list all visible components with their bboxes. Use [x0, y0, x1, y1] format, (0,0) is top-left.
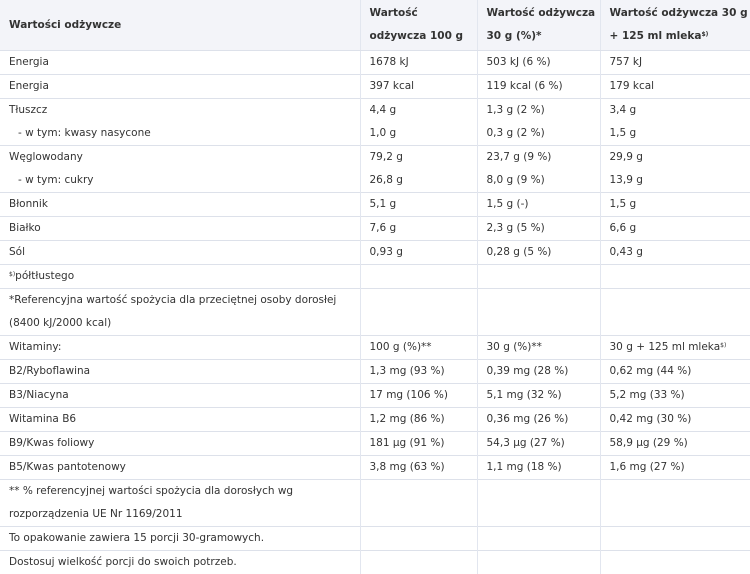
note-row [0, 527, 750, 551]
table-row [0, 122, 750, 146]
value-30g-milk: 58,9 µg (29 %) [600, 432, 750, 456]
row-label: Witamina B6 [0, 408, 360, 432]
value-30g: 54,3 µg (27 %) [477, 432, 600, 456]
value-100g: 5,1 g [360, 193, 477, 217]
table-row [0, 75, 750, 99]
table-row [0, 146, 750, 170]
row-label: B5/Kwas pantotenowy [0, 456, 360, 480]
table-row [0, 384, 750, 408]
table-header-row [0, 0, 750, 51]
row-label: Węglowodany [0, 146, 360, 170]
value-30g: 8,0 g (9 %) [477, 169, 600, 193]
row-label: - w tym: cukry [0, 169, 360, 193]
header-per-30g-milk: Wartość odżywcza 30 g + 125 ml mleka$) [600, 0, 750, 51]
header-per-30g: Wartość odżywcza 30 g (%)* [477, 0, 600, 51]
note-row [0, 265, 750, 289]
value-100g: 1678 kJ [360, 51, 477, 75]
value-30g-milk: 29,9 g [600, 146, 750, 170]
table-row [0, 99, 750, 123]
vitamins-header-100g: 100 g (%)** [360, 336, 477, 360]
table-row [0, 51, 750, 75]
value-100g: 4,4 g [360, 99, 477, 123]
header-per-100g: Wartość odżywcza 100 g [360, 0, 477, 51]
row-label: B9/Kwas foliowy [0, 432, 360, 456]
note-row [0, 289, 750, 336]
value-30g: 503 kJ (6 %) [477, 51, 600, 75]
value-30g-milk: 0,43 g [600, 241, 750, 265]
value-30g: 0,39 mg (28 %) [477, 360, 600, 384]
table-row [0, 456, 750, 480]
value-30g: 119 kcal (6 %) [477, 75, 600, 99]
value-30g-milk: 1,5 g [600, 122, 750, 146]
value-30g: 1,3 g (2 %) [477, 99, 600, 123]
value-30g: 5,1 mg (32 %) [477, 384, 600, 408]
row-label: B2/Ryboflawina [0, 360, 360, 384]
row-label: Tłuszcz [0, 99, 360, 123]
row-label: Białko [0, 217, 360, 241]
row-label: Energia [0, 75, 360, 99]
portion-size-note: Dostosuj wielkość porcji do swoich potrzeb. [0, 551, 360, 574]
semi-skimmed-note: $)półtłustego [0, 265, 360, 289]
reference-values-note: ** % referencyjnej wartości spożycia dla dorosłych wg rozporządzenia UE Nr 1169/2011 [0, 480, 360, 527]
row-label: Błonnik [0, 193, 360, 217]
row-label: - w tym: kwasy nasycone [0, 122, 360, 146]
value-30g-milk: 1,5 g [600, 193, 750, 217]
value-100g: 1,0 g [360, 122, 477, 146]
value-30g: 1,1 mg (18 %) [477, 456, 600, 480]
value-100g: 1,2 mg (86 %) [360, 408, 477, 432]
value-100g: 17 mg (106 %) [360, 384, 477, 408]
value-30g-milk: 3,4 g [600, 99, 750, 123]
value-30g-milk: 5,2 mg (33 %) [600, 384, 750, 408]
row-label: Energia [0, 51, 360, 75]
row-label: Sól [0, 241, 360, 265]
table-row [0, 217, 750, 241]
value-30g-milk: 179 kcal [600, 75, 750, 99]
vitamins-label: Witaminy: [0, 336, 360, 360]
table-row [0, 408, 750, 432]
row-label: B3/Niacyna [0, 384, 360, 408]
table-row [0, 360, 750, 384]
value-100g: 79,2 g [360, 146, 477, 170]
header-nutrients: Wartości odżywcze [0, 0, 360, 51]
reference-intake-note: *Referencyjna wartość spożycia dla przeciętnej osoby dorosłej (8400 kJ/2000 kcal) [0, 289, 360, 336]
value-30g-milk: 0,42 mg (30 %) [600, 408, 750, 432]
value-100g: 26,8 g [360, 169, 477, 193]
note-row [0, 551, 750, 574]
value-100g: 397 kcal [360, 75, 477, 99]
value-30g: 23,7 g (9 %) [477, 146, 600, 170]
table-row [0, 169, 750, 193]
vitamins-header-30g-milk: 30 g + 125 ml mleka$) [600, 336, 750, 360]
table-row [0, 241, 750, 265]
value-30g: 2,3 g (5 %) [477, 217, 600, 241]
value-30g: 0,28 g (5 %) [477, 241, 600, 265]
value-100g: 7,6 g [360, 217, 477, 241]
value-100g: 1,3 mg (93 %) [360, 360, 477, 384]
vitamins-header-row [0, 336, 750, 360]
table-row [0, 193, 750, 217]
value-100g: 0,93 g [360, 241, 477, 265]
value-30g: 1,5 g (-) [477, 193, 600, 217]
value-30g-milk: 1,6 mg (27 %) [600, 456, 750, 480]
value-30g: 0,3 g (2 %) [477, 122, 600, 146]
value-100g: 3,8 mg (63 %) [360, 456, 477, 480]
value-30g-milk: 757 kJ [600, 51, 750, 75]
value-100g: 181 µg (91 %) [360, 432, 477, 456]
vitamins-header-30g: 30 g (%)** [477, 336, 600, 360]
value-30g-milk: 0,62 mg (44 %) [600, 360, 750, 384]
note-row [0, 480, 750, 527]
value-30g-milk: 13,9 g [600, 169, 750, 193]
portions-note: To opakowanie zawiera 15 porcji 30-gramowych. [0, 527, 360, 551]
table-row [0, 432, 750, 456]
value-30g-milk: 6,6 g [600, 217, 750, 241]
value-30g: 0,36 mg (26 %) [477, 408, 600, 432]
